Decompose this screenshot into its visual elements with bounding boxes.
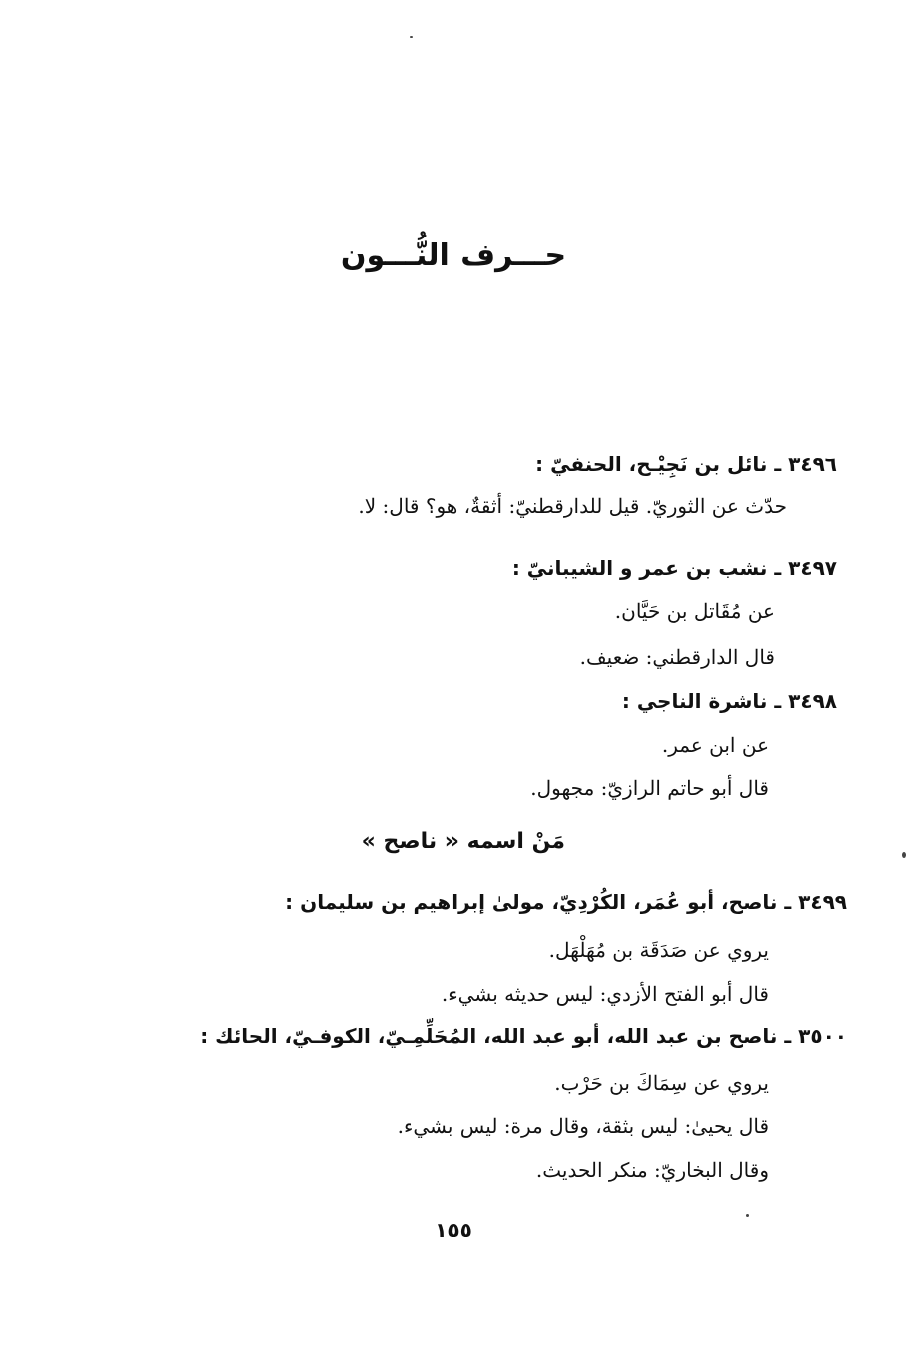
entry-3500-line-3: وقال البخاريّ: منكر الحديث. (535, 1158, 769, 1182)
entry-3496-heading: ٣٤٩٦ ـ نائل بن نَجِيْـح، الحنفيّ : (535, 452, 837, 476)
chapter-title: حـــرف النُّـــون (340, 238, 567, 273)
entry-3497-line-1: عن مُقَاتل بن حَيَّان. (614, 599, 775, 623)
entry-3497-heading: ٣٤٩٧ ـ نشب بن عمر و الشيبانيّ : (511, 556, 837, 580)
entry-3498-line-2: قال أبو حاتم الرازيّ: مجهول. (530, 776, 769, 800)
scan-speck (410, 36, 413, 38)
entry-3499-line-1: يروي عن صَدَقَة بن مُهَلْهَل. (548, 938, 769, 962)
entry-3500-heading: ٣٥٠٠ ـ ناصح بن عبد الله، أبو عبد الله، المُحَلِّمِـيّ، الكوفـيّ، الحائك : (200, 1024, 847, 1048)
entry-3499-line-2: قال أبو الفتح الأزدي: ليس حديثه بشيء. (441, 982, 769, 1006)
section-heading: مَنْ اسمه « ناصح » (361, 829, 565, 854)
entry-3498-line-1: عن ابن عمر. (661, 733, 769, 757)
entry-3500-line-2: قال يحيىٰ: ليس بثقة، وقال مرة: ليس بشيء. (397, 1114, 769, 1138)
scan-speck (902, 852, 906, 858)
entry-3497-line-2: قال الدارقطني: ضعيف. (579, 645, 775, 669)
scan-speck (746, 1214, 749, 1217)
entry-3498-heading: ٣٤٩٨ ـ ناشرة الناجي : (621, 689, 837, 713)
page-number: ١٥٥ (435, 1218, 472, 1242)
entry-3499-heading: ٣٤٩٩ ـ ناصح، أبو عُمَر، الكُرْدِيّ، مولىٰ إبراهيم بن سليمان : (285, 890, 847, 914)
entry-3496-line-1: حدّث عن الثوريّ. قيل للدارقطنيّ: أثقةٌ، هو؟ قال: لا. (358, 494, 787, 518)
entry-3500-line-1: يروي عن سِمَاكَ بن حَرْب. (554, 1071, 769, 1095)
